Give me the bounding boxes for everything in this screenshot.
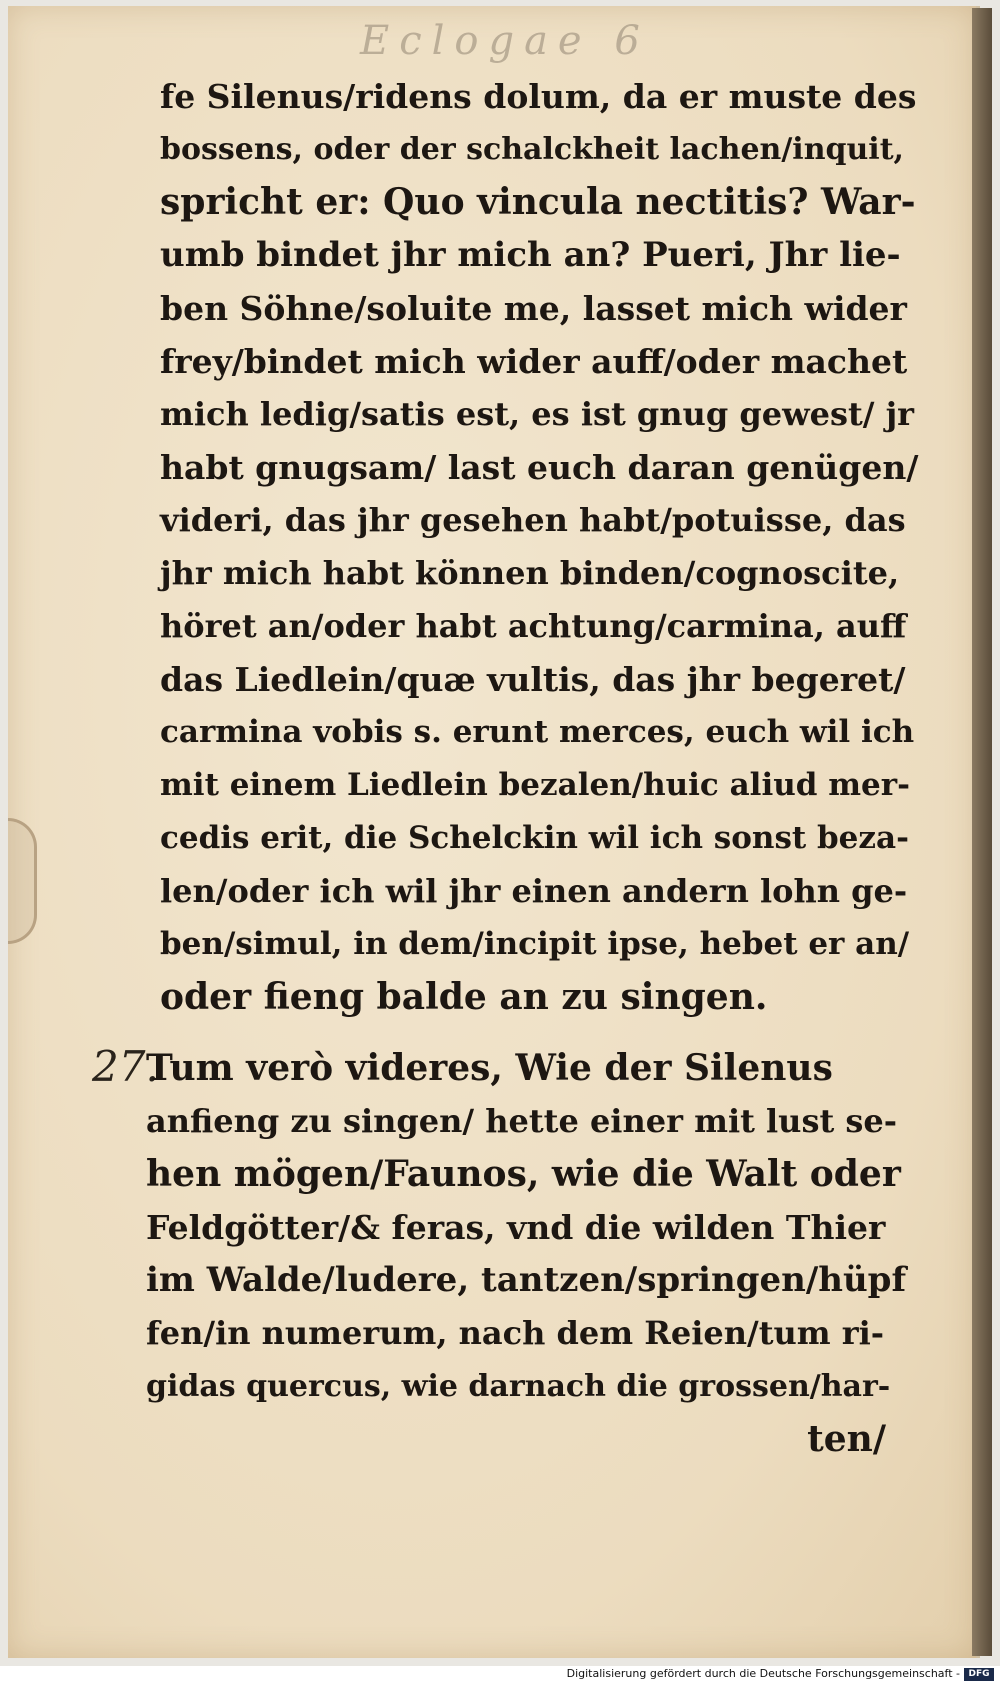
text-line: videri, das jhr gesehen habt/potuisse, das: [160, 501, 906, 539]
text-line: spricht er: Quo vincula nectitis? War-: [160, 181, 916, 223]
handwritten-note: Eclogae 6: [360, 18, 650, 64]
text-line: ben Söhne/soluite me, lasset mich wider: [160, 289, 907, 328]
text-line: im Walde/ludere, tantzen/springen/hüpf: [146, 1260, 907, 1300]
funding-credit: Digitalisierung gefördert durch die Deutsche Forschungsgemeinschaft -: [566, 1667, 960, 1680]
text-block-upper: [160, 70, 920, 1024]
text-line: mit einem Liedlein bezalen/huic aliud mer-: [160, 767, 910, 803]
text-line: oder fieng balde an zu singen.: [160, 976, 768, 1018]
clasp-mark: [8, 818, 37, 944]
text-line: gidas quercus, wie darnach die grossen/har-: [146, 1369, 891, 1404]
text-line: habt gnugsam/ last euch daran genügen/: [160, 448, 919, 487]
text-line: umb bindet jhr mich an? Pueri, Jhr lie-: [160, 235, 901, 275]
footer-bar: [0, 1666, 1000, 1684]
catchword: ten/: [807, 1418, 886, 1460]
text-line: hen mögen/Faunos, wie die Walt oder: [146, 1153, 901, 1195]
text-line: mich ledig/satis est, es ist gnug gewest/ jr: [160, 395, 915, 433]
text-line: fe Silenus/ridens dolum, da er muste des: [160, 77, 917, 116]
text-line: ben/simul, in dem/incipit ipse, hebet er an/: [160, 926, 910, 962]
text-line: frey/bindet mich wider auff/oder machet: [160, 342, 908, 381]
text-line: höret an/oder habt achtung/carmina, auff: [160, 607, 907, 645]
text-line: carmina vobis s. erunt merces, euch wil ich: [160, 714, 915, 750]
text-line: Feldgötter/& feras, vnd die wilden Thier: [146, 1208, 886, 1247]
text-line: cedis erit, die Schelckin wil ich sonst beza-: [160, 820, 909, 856]
text-line: len/oder ich wil jhr einen andern lohn ge-: [160, 872, 908, 910]
verse-number: 27.: [92, 1042, 159, 1091]
text-block-lower: [146, 1042, 906, 1466]
text-line: fen/in numerum, nach dem Reien/tum ri-: [146, 1314, 885, 1352]
text-line: jhr mich habt können binden/cognoscite,: [160, 554, 900, 592]
text-line: bossens, oder der schalckheit lachen/inquit,: [160, 132, 904, 167]
page-edge: [972, 8, 992, 1656]
text-line: Tum verò videres, Wie der Silenus: [146, 1047, 833, 1089]
text-line: das Liedlein/quæ vultis, das jhr begeret/: [160, 660, 906, 699]
text-line: anfieng zu singen/ hette einer mit lust se-: [146, 1102, 898, 1140]
dfg-logo: DFG: [964, 1668, 994, 1681]
